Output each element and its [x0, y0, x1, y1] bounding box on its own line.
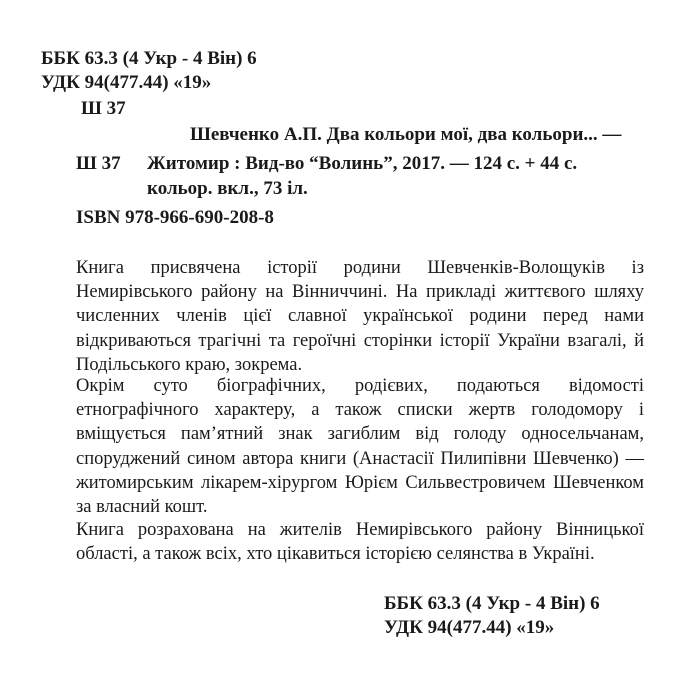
header-author-code: Ш 37	[81, 98, 126, 119]
catalog-entry-title: Шевченко А.П. Два кольори мої, два кольори... —	[190, 124, 622, 145]
catalog-entry-publication: Житомир : Вид-во “Волинь”, 2017. — 124 с. + 44 с.	[147, 153, 578, 174]
header-udk: УДК 94(477.44) «19»	[41, 72, 212, 93]
header-bbk: ББК 63.3 (4 Укр - 4 Він) 6	[41, 48, 257, 69]
footer-udk: УДК 94(477.44) «19»	[384, 617, 555, 638]
annotation-paragraph-3: Книга розрахована на жителів Немирівського району Вінницької області, а також всіх, хто цікавиться історією селянства в Україні.	[76, 520, 644, 565]
catalog-entry-author-code: Ш 37	[76, 153, 121, 174]
footer-bbk: ББК 63.3 (4 Укр - 4 Він) 6	[384, 593, 600, 614]
annotation-paragraph-2: Окрім суто біографічних, родієвих, подаються відомості етнографічного характеру, а також списки жертв голодомору і вміщується пам’ятний знак загиблим від голоду односельчанам, споруджений сином автора книги (Анастасії Пилипівни Шевченко) — житомирським лікарем-хірургом Юрієм Сильвестровичем Шевченком за власний кошт.	[76, 376, 644, 518]
annotation-paragraph-1: Книга присвячена історії родини Шевченків-Волощуків із Немирівського району на Вінниччині. На прикладі життєвого шляху численних членів цієї славної української родини перед нами відкриваються трагічні та героїчні сторінки історії України взагалі, й Подільського краю, зокрема.	[76, 258, 644, 375]
isbn: ISBN 978-966-690-208-8	[76, 207, 274, 228]
catalog-entry-illustrations: кольор. вкл., 73 іл.	[147, 178, 308, 199]
